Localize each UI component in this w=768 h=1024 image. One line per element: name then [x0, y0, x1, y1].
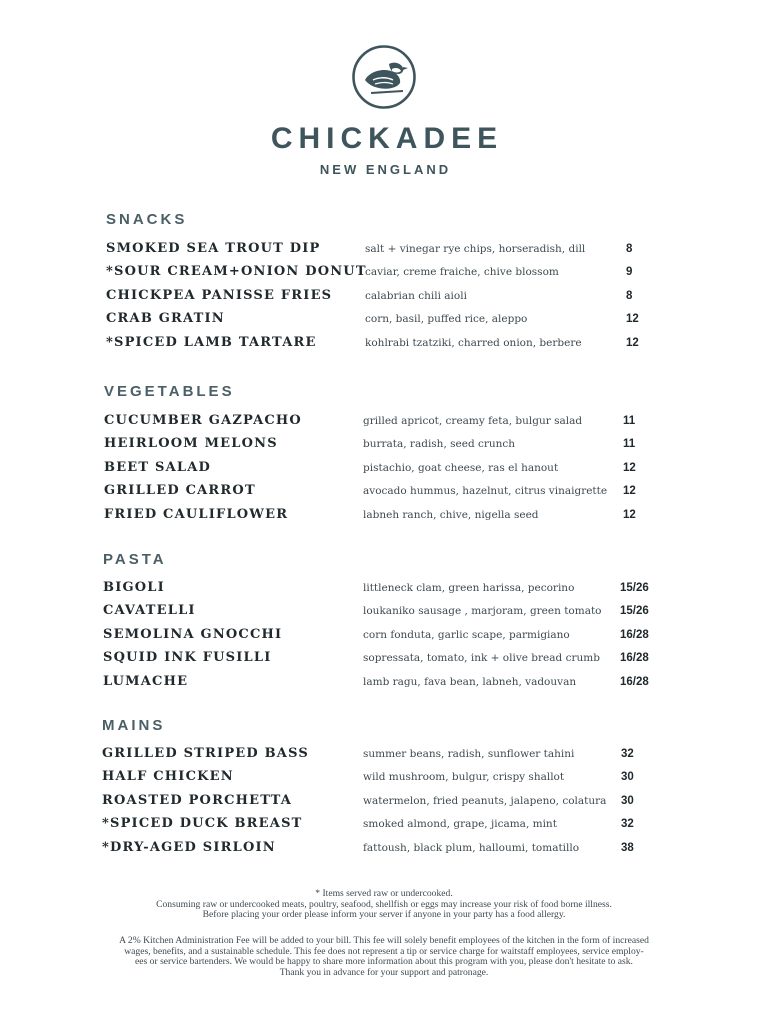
- menu-item-name: CHICKPEA PANISSE FRIES: [106, 287, 333, 303]
- menu-item-description: watermelon, fried peanuts, jalapeno, colatura: [363, 794, 607, 807]
- menu-item-description: pistachio, goat cheese, ras el hanout: [363, 461, 559, 474]
- menu-item: [0, 311, 768, 331]
- menu-item: [0, 264, 768, 284]
- menu-item-description: loukaniko sausage , marjoram, green tomato: [363, 605, 602, 618]
- footer-line: wages, benefits, and a sustainable schedule. This fee does not represent a tip or service charge for waitstaff employees, service employ-: [124, 945, 644, 957]
- menu-item-name: CRAB GRATIN: [106, 311, 225, 327]
- menu-item: [0, 746, 768, 766]
- menu-item: [0, 793, 768, 813]
- menu-item-name: *SOUR CREAM+ONION DONUT: [106, 264, 367, 280]
- menu-item-price: 8: [626, 243, 633, 255]
- menu-item-name: *SPICED LAMB TARTARE: [106, 334, 317, 350]
- menu-item-price: 38: [621, 841, 634, 854]
- menu-item-description: salt + vinegar rye chips, horseradish, dill: [365, 243, 586, 255]
- footer-line: Before placing your order please inform your server if anyone in your party has a food allergy.: [202, 909, 566, 920]
- menu-item-name: BEET SALAD: [104, 459, 211, 475]
- section-title: SNACKS: [106, 211, 188, 228]
- menu-item-price: 12: [623, 485, 636, 498]
- menu-item: [0, 241, 768, 261]
- kitchen-fee-notice: [100, 936, 668, 978]
- menu-item-description: kohlrabi tzatziki, charred onion, berbere: [365, 336, 582, 349]
- menu-item-price: 11: [623, 415, 636, 427]
- menu-item: [0, 650, 768, 670]
- menu-item-description: calabrian chili aioli: [365, 289, 467, 302]
- menu-item-name: GRILLED STRIPED BASS: [102, 746, 309, 761]
- menu-item-description: sopressata, tomato, ink + olive bread crumb: [363, 652, 600, 665]
- section-title: PASTA: [103, 551, 167, 568]
- menu-item: [0, 335, 768, 355]
- menu-item: [0, 483, 768, 503]
- menu-item-name: SQUID INK FUSILLI: [103, 650, 272, 666]
- menu-item-description: labneh ranch, chive, nigella seed: [363, 508, 539, 521]
- section-title: MAINS: [102, 717, 166, 734]
- menu-item-price: 16/28: [620, 675, 649, 688]
- menu-item-description: littleneck clam, green harissa, pecorino: [363, 582, 575, 594]
- menu-item-price: 15/26: [620, 582, 649, 594]
- menu-item-price: 8: [626, 289, 633, 302]
- menu-item-name: GRILLED CARROT: [104, 483, 256, 499]
- menu-item: [0, 460, 768, 480]
- menu-item: [0, 436, 768, 456]
- menu-item-price: 12: [623, 461, 636, 474]
- menu-item-price: 11: [623, 438, 636, 451]
- menu-item-name: LUMACHE: [103, 673, 189, 689]
- menu-item-description: grilled apricot, creamy feta, bulgur salad: [363, 415, 583, 427]
- menu-item-description: lamb ragu, fava bean, labneh, vadouvan: [363, 675, 577, 688]
- menu-item: [0, 816, 768, 836]
- menu-item-name: CUCUMBER GAZPACHO: [104, 413, 302, 428]
- menu-item-description: avocado hummus, hazelnut, citrus vinaigrette: [363, 485, 608, 498]
- menu-item-name: *DRY-AGED SIRLOIN: [102, 839, 276, 855]
- menu-item-price: 12: [626, 313, 639, 326]
- footer-line: A 2% Kitchen Administration Fee will be added to your bill. This fee will solely benefit employees of the kitchen in the form of increased: [119, 935, 649, 946]
- menu-item-description: wild mushroom, bulgur, crispy shallot: [363, 771, 565, 784]
- menu-item: [0, 413, 768, 433]
- restaurant-name: CHICKADEE: [270, 122, 504, 155]
- menu-item: [0, 580, 768, 600]
- menu-item-name: BIGOLI: [103, 580, 165, 595]
- footer-line: ees or service bartenders. We would be happy to share more information about this program with you, please don't hesitate to ask.: [135, 956, 633, 967]
- footer-line: * Items served raw or undercooked.: [315, 888, 453, 899]
- footer-line: Thank you in advance for your support and patronage.: [279, 966, 489, 978]
- menu-item-name: SEMOLINA GNOCCHI: [103, 626, 283, 642]
- menu-item-price: 32: [621, 818, 634, 831]
- chickadee-bird-icon: [351, 44, 417, 110]
- allergy-notice: [100, 889, 668, 921]
- menu-item-name: ROASTED PORCHETTA: [102, 792, 293, 808]
- section-title: VEGETABLES: [104, 383, 235, 400]
- menu-item-price: 30: [621, 771, 634, 784]
- menu-item-description: burrata, radish, seed crunch: [363, 438, 516, 451]
- menu-item-price: 30: [621, 794, 634, 807]
- menu-item: [0, 288, 768, 308]
- menu-item-price: 32: [621, 748, 634, 760]
- menu-item-name: SMOKED SEA TROUT DIP: [106, 241, 321, 256]
- footer-line: Consuming raw or undercooked meats, poultry, seafood, shellfish or eggs may increase your risk of food borne illness.: [156, 898, 612, 910]
- menu-item-description: summer beans, radish, sunflower tahini: [363, 748, 575, 760]
- menu-item: [0, 674, 768, 694]
- menu-item-price: 16/28: [620, 652, 649, 665]
- header: [0, 44, 768, 177]
- menu-item-price: 12: [626, 336, 639, 349]
- menu-item-description: caviar, creme fraiche, chive blossom: [365, 266, 559, 279]
- menu-item-name: *SPICED DUCK BREAST: [102, 816, 303, 832]
- menu-item-price: 16/28: [620, 628, 649, 641]
- menu-item-name: HEIRLOOM MELONS: [104, 436, 278, 452]
- restaurant-subtitle: NEW ENGLAND: [319, 162, 452, 177]
- menu-item-price: 12: [623, 508, 636, 521]
- menu-item: [0, 507, 768, 527]
- menu-item-price: 15/26: [620, 605, 649, 618]
- menu-item: [0, 627, 768, 647]
- menu-item-description: fattoush, black plum, halloumi, tomatillo: [363, 841, 580, 854]
- menu-item-name: CAVATELLI: [103, 603, 196, 619]
- menu-item: [0, 603, 768, 623]
- menu-item-name: FRIED CAULIFLOWER: [104, 506, 289, 522]
- menu-item: [0, 840, 768, 860]
- menu-item-price: 9: [626, 266, 633, 279]
- menu-item-description: corn, basil, puffed rice, aleppo: [365, 313, 528, 326]
- menu-item-name: HALF CHICKEN: [102, 769, 234, 785]
- menu-item-description: corn fonduta, garlic scape, parmigiano: [363, 628, 570, 641]
- menu-item: [0, 769, 768, 789]
- menu-item-description: smoked almond, grape, jicama, mint: [363, 818, 557, 831]
